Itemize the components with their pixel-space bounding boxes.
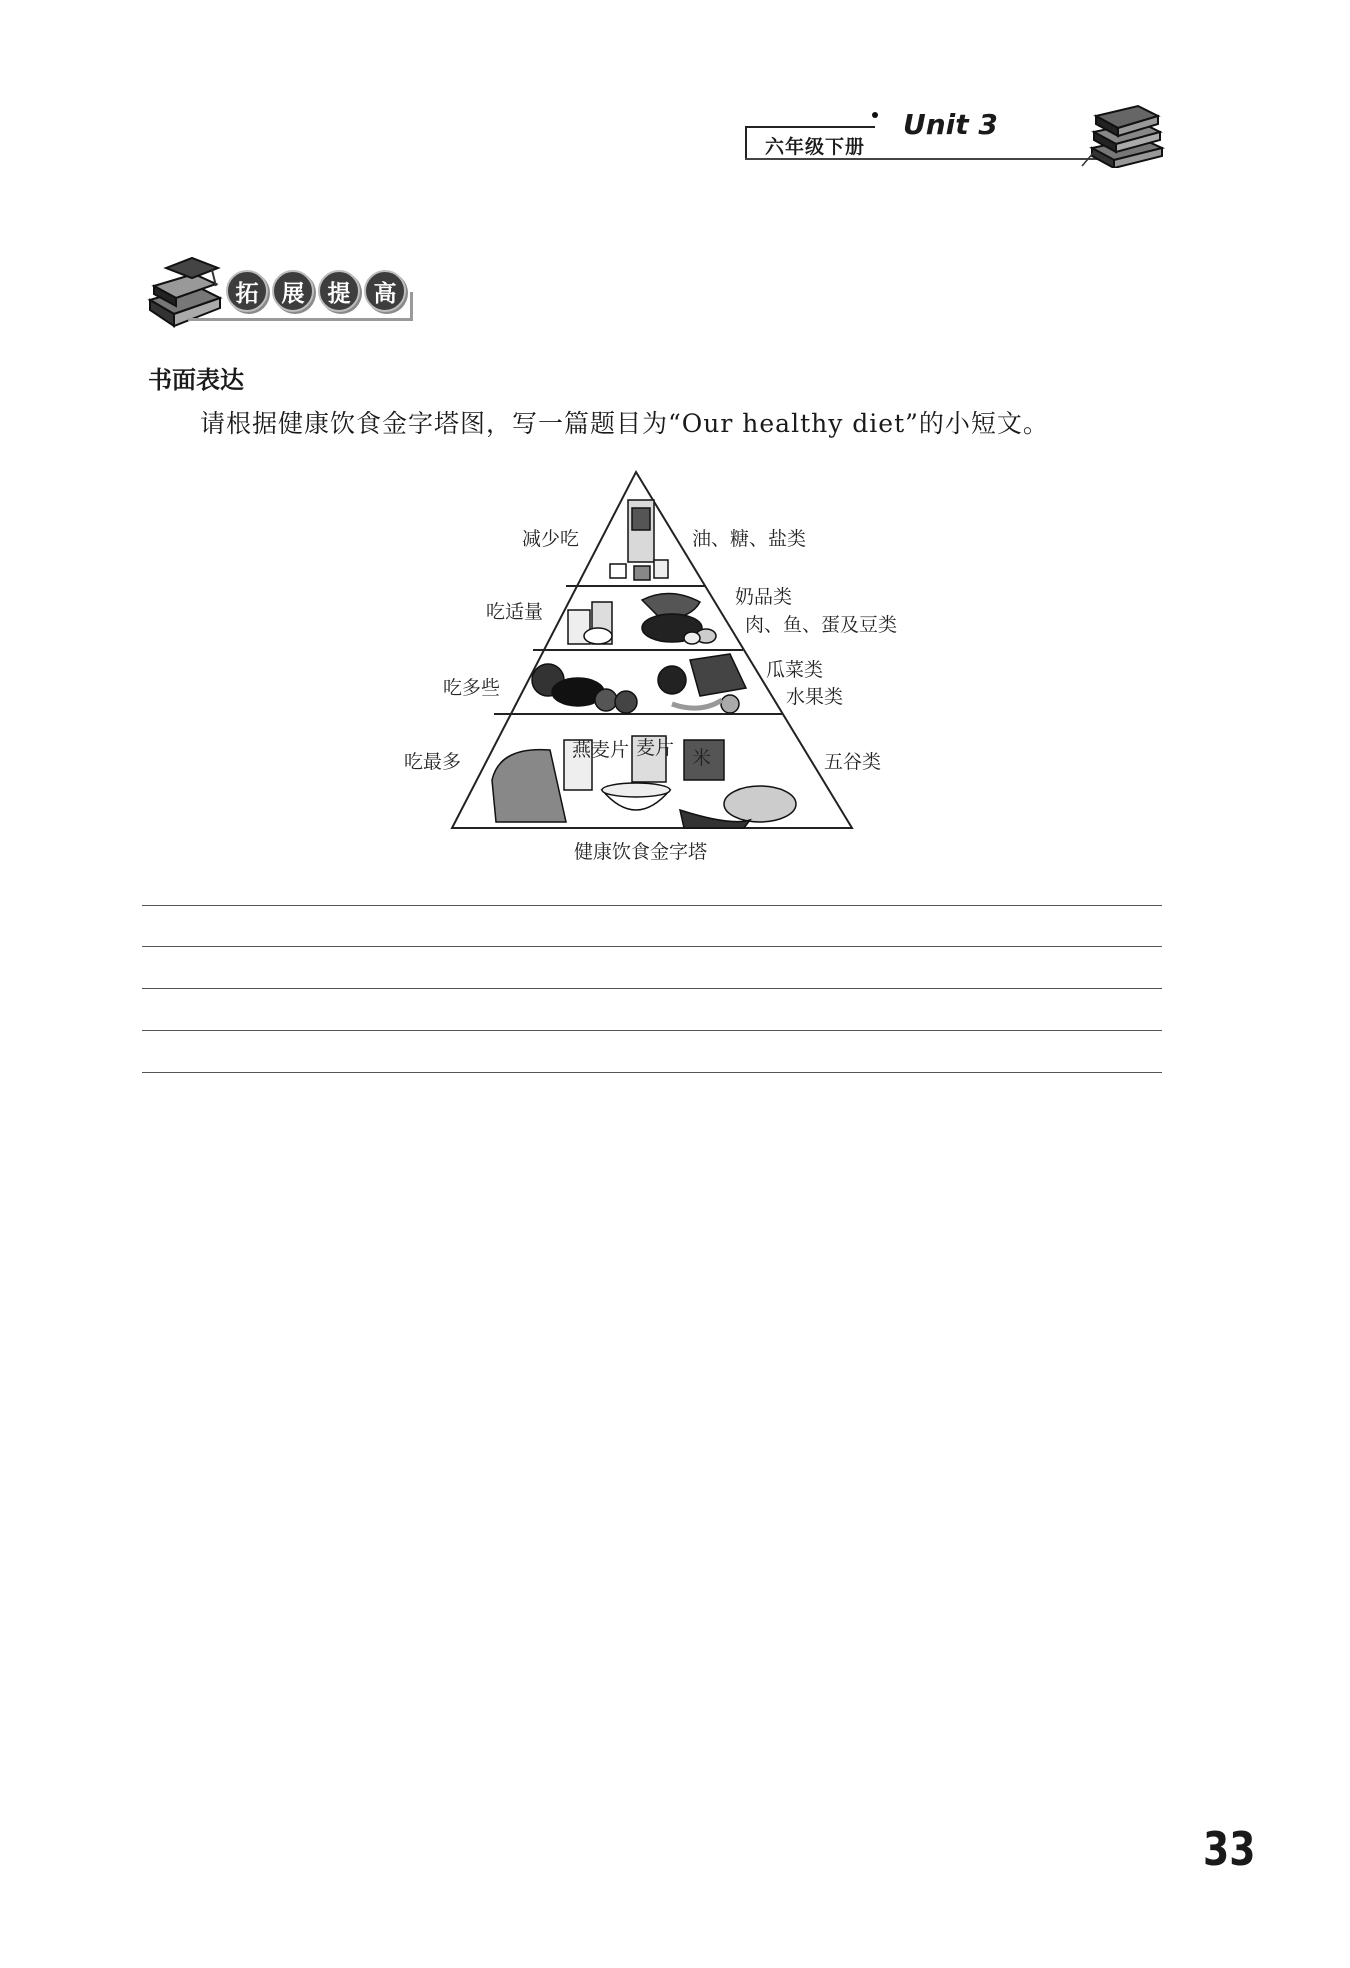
task-heading: 书面表达 — [148, 366, 244, 394]
writing-line[interactable] — [142, 1072, 1162, 1073]
vegetables-fruits-picture — [532, 654, 746, 713]
pyramid-caption: 健康饮食金字塔 — [574, 841, 708, 863]
header-rule-top — [745, 126, 875, 128]
section-title-char: 展 — [272, 270, 314, 312]
writing-line[interactable] — [142, 988, 1162, 989]
header-rule-left — [745, 126, 747, 160]
tier-food-label: 油、糖、盐类 — [692, 528, 807, 550]
tier-amount-label: 减少吃 — [522, 528, 580, 550]
package-label-rice: 米 — [692, 747, 712, 769]
writing-line[interactable] — [142, 905, 1162, 906]
header-unit: Unit 3 — [903, 108, 998, 141]
section-title-char: 高 — [364, 270, 406, 312]
tier-food-label: 奶品类 — [735, 586, 793, 608]
food-pyramid-figure — [400, 460, 920, 870]
header-dot — [872, 112, 878, 118]
dairy-meat-fish-picture — [568, 593, 716, 644]
header-rule-bottom — [745, 158, 1115, 160]
writing-line[interactable] — [142, 1030, 1162, 1031]
tier-amount-label: 吃适量 — [486, 601, 544, 623]
writing-line[interactable] — [142, 946, 1162, 947]
tier-food-label: 瓜菜类 — [766, 659, 824, 681]
tier-food-label: 肉、鱼、蛋及豆类 — [745, 614, 898, 636]
task-instruction: 请根据健康饮食金字塔图，写一篇题目为“Our healthy diet”的小短文。 — [200, 409, 1049, 438]
section-title-char: 拓 — [226, 270, 268, 312]
package-label-cereal: 麦片 — [636, 737, 675, 759]
tier-food-label: 水果类 — [786, 686, 844, 708]
book-stack-icon — [1080, 96, 1170, 168]
tier-food-label: 五谷类 — [824, 751, 882, 773]
section-underline — [188, 318, 413, 321]
section-underline-edge — [410, 292, 413, 321]
section-title — [226, 270, 406, 312]
section-title-char: 提 — [318, 270, 360, 312]
package-label-oatmeal: 燕麦片 — [572, 739, 630, 761]
tier-amount-label: 吃多些 — [443, 677, 501, 699]
header-grade: 六年级下册 — [765, 136, 866, 158]
tier-amount-label: 吃最多 — [404, 751, 462, 773]
page-number: 33 — [1203, 1822, 1256, 1876]
